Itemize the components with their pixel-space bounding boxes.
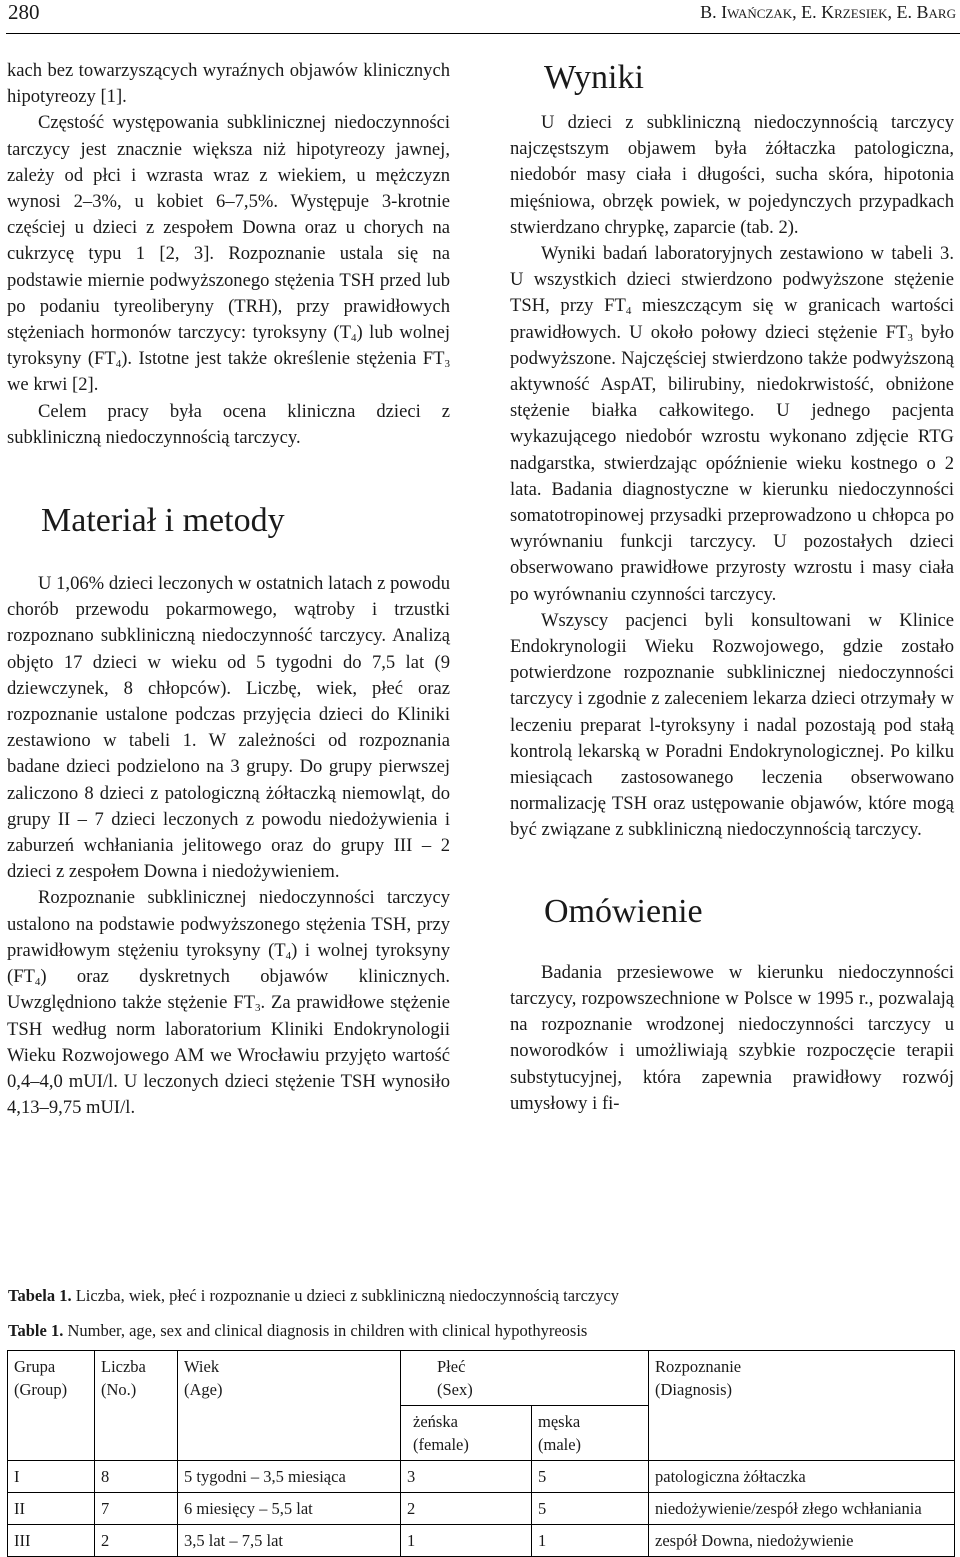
cell-age: 6 miesięcy – 5,5 lat [178, 1493, 401, 1525]
cell-number: 8 [95, 1461, 178, 1493]
left-column [7, 58, 450, 1121]
header-group: Grupa (Group) [8, 1351, 95, 1406]
cell-group: II [8, 1493, 95, 1525]
empty-cell [95, 1406, 178, 1461]
cell-number: 2 [95, 1525, 178, 1557]
empty-cell [649, 1406, 955, 1461]
empty-cell [8, 1406, 95, 1461]
table-caption-pl: Tabela 1. Liczba, wiek, płeć i rozpoznanie u dzieci z subkliniczną niedoczynnością tarczycy [8, 1286, 620, 1305]
header-number: Liczba (No.) [95, 1351, 178, 1406]
cell-group: I [8, 1461, 95, 1493]
paragraph: U dzieci z subkliniczną niedoczynnością tarczycy najczęstszym objawem była żółtaczka patologiczna, niedobór masy ciała i długości, sucha skóra, hipotonia mięśniowa, obrzęk powiek, w pojedynczych przypadkach stwierdzano chrypkę, zaparcie (tab. 2). [510, 112, 954, 238]
cell-diagnosis: patologiczna żółtaczka [649, 1461, 955, 1493]
table-1 [7, 1350, 955, 1557]
cell-male: 5 [532, 1461, 649, 1493]
table-row [8, 1461, 955, 1493]
header-sex: Płeć (Sex) [401, 1351, 649, 1406]
cell-age: 3,5 lat – 7,5 lat [178, 1525, 401, 1557]
cell-number: 7 [95, 1493, 178, 1525]
paragraph: kach bez towarzyszących wyraźnych objawów klinicznych hipotyreozy [1]. [7, 60, 450, 108]
header-diagnosis: Rozpoznanie (Diagnosis) [649, 1351, 955, 1406]
header-rule [6, 33, 960, 34]
table-caption-en: Table 1. Number, age, sex and clinical diagnosis in children with clinical hypothyreosis [8, 1321, 588, 1340]
header-female: żeńska (female) [401, 1406, 532, 1461]
section-heading-methods: Materiał i metody [41, 502, 285, 540]
paragraph: Częstość występowania subklinicznej niedoczynności tarczycy jest znacznie większa niż hipotyreozy jawnej, zależy od płci i wzrasta wraz z wiekiem, u mężczyzn wynosi 2–3%, u kobiet 6–7,5%. Występuje 3-krotnie częściej u dzieci z zespołem Downa oraz u chorych na cukrzycę typu 1 [2, 3]. Rozpoznanie ustala się na podstawie miernie podwyższonego stężenia TSH przed lub po podaniu tyreoliberyny (TRH), przy prawidłowych stężeniach hormonów tarczycy: tyroksyny $(T_4)$ lub wolnej tyroksyny $(FT_4)$. Istotne jest także określenie stężenia $FT_3$ we krwi [2]. [7, 112, 451, 396]
cell-male: 1 [532, 1525, 649, 1557]
cell-diagnosis: niedożywienie/zespół złego wchłaniania [649, 1493, 955, 1525]
table-header-row [8, 1351, 955, 1406]
section-heading-discussion: Omówienie [544, 892, 703, 930]
cell-female: 2 [401, 1493, 532, 1525]
page-header [0, 0, 960, 34]
empty-cell [178, 1406, 401, 1461]
paragraph: Rozpoznanie subklinicznej niedoczynności tarczycy ustalono na podstawie podwyższonego stężenia TSH, przy prawidłowym stężeniu tyroksyny $(T_4)$ i wolnej tyroksyny $(FT_4)$ oraz dyskretnych objawów klinicznych. Uwzględniono także stężenie $FT_3$. Za prawidłowe stężenie TSH według norm laboratorium Kliniki Endokrynologii Wieku Rozwojowego AM we Wrocławiu przyjęto wartość 0,4–4,0 mUI/l. U leczonych dzieci stężenie TSH wynosiło 4,13–9,75 mUI/l. [7, 887, 451, 1119]
page-number: 280 [8, 0, 40, 24]
right-column [510, 58, 954, 1117]
cell-group: III [8, 1525, 95, 1557]
header-age: Wiek (Age) [178, 1351, 401, 1406]
table-row [8, 1493, 955, 1525]
paragraph: U 1,06% dzieci leczonych w ostatnich latach z powodu chorób przewodu pokarmowego, wątroby i trzustki rozpoznano subkliniczną niedoczynność tarczycy. Analizą objęto 17 dzieci w wieku od 5 tygodni do 7,5 lat (9 dziewczynek, 8 chłopców). Liczbę, wiek, płeć oraz rozpoznanie ustalone podczas przyjęcia dzieci do Kliniki zestawiono w tabeli 1. W zależności od rozpoznania badane dzieci podzielono na 3 grupy. Do grupy pierwszej zaliczono 8 dzieci z patologiczną żółtaczką niemowląt, do grupy II – 7 dzieci leczonych z powodu niedożywienia i zaburzeń wchłaniania jelitowego oraz do grupy III – 2 dzieci z zespołem Downa i niedożywieniem. [7, 573, 450, 883]
cell-age: 5 tygodni – 3,5 miesiąca [178, 1461, 401, 1493]
paragraph: Badania przesiewowe w kierunku niedoczynności tarczycy, rozpowszechnione w Polsce w 1995 r., pozwalają na rozpoznanie wrodzonej niedoczynności tarczycy u noworodków i umożliwiają szybkie rozpoczęcie terapii substytucyjnej, która zapewnia prawidłowy rozwój umysłowy i fi- [510, 961, 954, 1114]
cell-female: 3 [401, 1461, 532, 1493]
cell-diagnosis: zespół Downa, niedożywienie [649, 1525, 955, 1557]
cell-male: 5 [532, 1493, 649, 1525]
section-heading-results: Wyniki [544, 59, 644, 96]
running-authors: B. Iwańczak, E. Krzesiek, E. Barg [700, 2, 956, 22]
table-subheader-row [8, 1406, 955, 1461]
header-male: męska (male) [532, 1406, 649, 1461]
paragraph: Wyniki badań laboratoryjnych zestawiono w tabeli 3. U wszystkich dzieci stwierdzono podwyższone stężenie TSH, przy $FT_4$ mieszczącym się w granicach wartości prawidłowych. U około połowy dzieci stężenie $FT_3$ było podwyższone. Najczęściej stwierdzono także podwyższoną aktywność AspAT, bilirubiny, niedokrwistość, obniżone stężenie białka całkowitego. U jednego pacjenta wykazującego niedobór wzrostu wykonano zdjęcie RTG nadgarstka, stwierdzając opóźnienie wieku kostnego o 2 lata. Badania diagnostyczne w kierunku niedoczynności somatotropinowej przysadki przeprowadzono u chłopca po wyrównaniu funkcji tarczycy. U pozostałych dzieci obserwowano prawidłowe przyrosty wzrostu i masy ciała po wyrównaniu czynności tarczycy. [510, 243, 955, 605]
paragraph: Celem pracy była ocena kliniczna dzieci z subkliniczną niedoczynnością tarczycy. [7, 400, 450, 448]
cell-female: 1 [401, 1525, 532, 1557]
table-row [8, 1525, 955, 1557]
paragraph: Wszyscy pacjenci byli konsultowani w Klinice Endokrynologii Wieku Rozwojowego, gdzie zostało potwierdzone rozpoznanie subklinicznej niedoczynności tarczycy i zgodnie z zaleceniem lekarza dzieci otrzymały w leczeniu preparat l-tyroksyny i nadal pozostają pod stałą kontrolą lekarską w Poradni Endokrynologicznej. Po kilku miesiącach zastosowanego leczenia obserwowano normalizację TSH oraz ustępowanie objawów, które mogą być związane z subkliniczną niedoczynnością tarczycy. [510, 609, 954, 841]
